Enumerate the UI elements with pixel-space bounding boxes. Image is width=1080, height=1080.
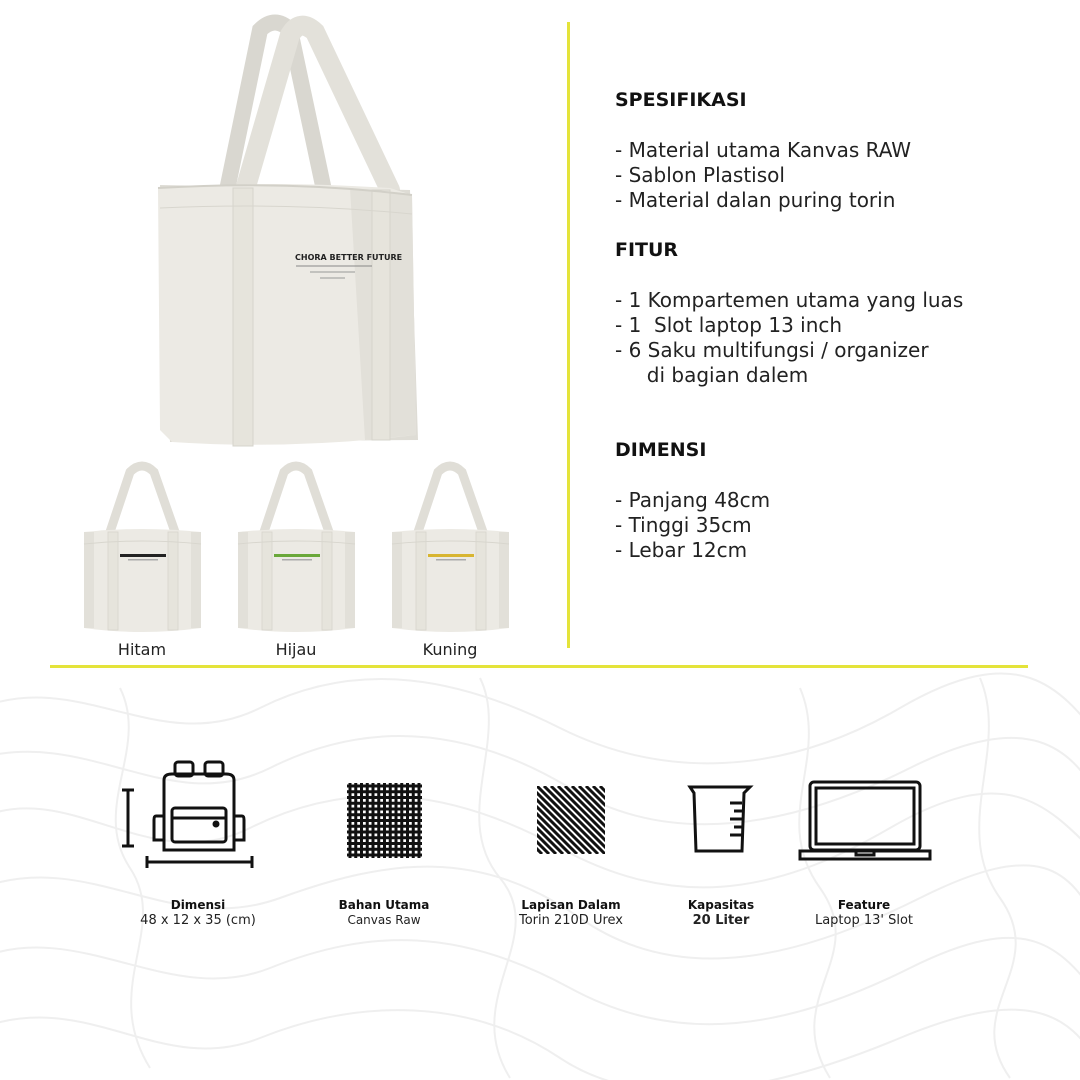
- specs-panel: [615, 88, 1055, 563]
- spec-section-spesifikasi: [615, 88, 1055, 213]
- feature-title: Feature: [837, 898, 891, 912]
- spec-item: - Sablon Plastisol: [615, 163, 785, 187]
- feature-title: Bahan Utama: [338, 898, 430, 912]
- spec-item: - 6 Saku multifungsi / organizer: [615, 338, 929, 362]
- feature-subtitle: Laptop 13' Slot: [814, 913, 914, 928]
- spec-item: - 1 Slot laptop 13 inch: [615, 313, 843, 337]
- feature-title: Dimensi: [170, 898, 226, 912]
- horizontal-divider: [50, 665, 1028, 668]
- spec-item: - Tinggi 35cm: [615, 513, 752, 537]
- canvas-weave-icon: [347, 783, 422, 858]
- spec-section-dimensi: [615, 438, 1055, 563]
- diagonal-lining-icon: [537, 786, 605, 854]
- feature-subtitle: 20 Liter: [692, 913, 750, 928]
- spec-item: di bagian dalem: [615, 363, 809, 387]
- spec-item: - Material utama Kanvas RAW: [615, 138, 912, 162]
- variant-label-hitam: Hitam: [117, 640, 167, 659]
- vertical-divider: [567, 22, 570, 648]
- feature-title: Kapasitas: [687, 898, 755, 912]
- feature-subtitle: 48 x 12 x 35 (cm): [140, 913, 256, 928]
- spec-item: - Material dalan puring torin: [615, 188, 896, 212]
- feature-bahan-utama: [289, 898, 479, 928]
- variant-bag-kuning[interactable]: [388, 460, 513, 635]
- section-title: FITUR: [615, 239, 679, 261]
- spec-item: - Lebar 12cm: [615, 538, 748, 562]
- spec-item: - 1 Kompartemen utama yang luas: [615, 288, 964, 312]
- section-title: SPESIFIKASI: [615, 89, 747, 111]
- feature-subtitle: Torin 210D Urex: [518, 913, 623, 928]
- hero-tote-bag-image: [150, 10, 430, 450]
- hero-print-text: CHORA BETTER FUTURE: [295, 253, 403, 262]
- spec-section-fitur: [615, 238, 1055, 388]
- feature-laptop-slot: [769, 898, 959, 928]
- feature-title: Lapisan Dalam: [521, 898, 621, 912]
- laptop-icon: [798, 779, 932, 863]
- variant-label-hijau: Hijau: [275, 640, 317, 659]
- feature-dimensi: [103, 898, 293, 928]
- feature-subtitle: Canvas Raw: [347, 913, 421, 927]
- variant-bag-hijau[interactable]: [234, 460, 359, 635]
- topographic-background: [0, 668, 1080, 1080]
- variant-bag-hitam[interactable]: [80, 460, 205, 635]
- backpack-dimensions-icon: [120, 758, 260, 873]
- measuring-cup-icon: [686, 783, 756, 855]
- section-title: DIMENSI: [615, 439, 707, 461]
- variant-label-kuning: Kuning: [422, 640, 478, 659]
- spec-item: - Panjang 48cm: [615, 488, 771, 512]
